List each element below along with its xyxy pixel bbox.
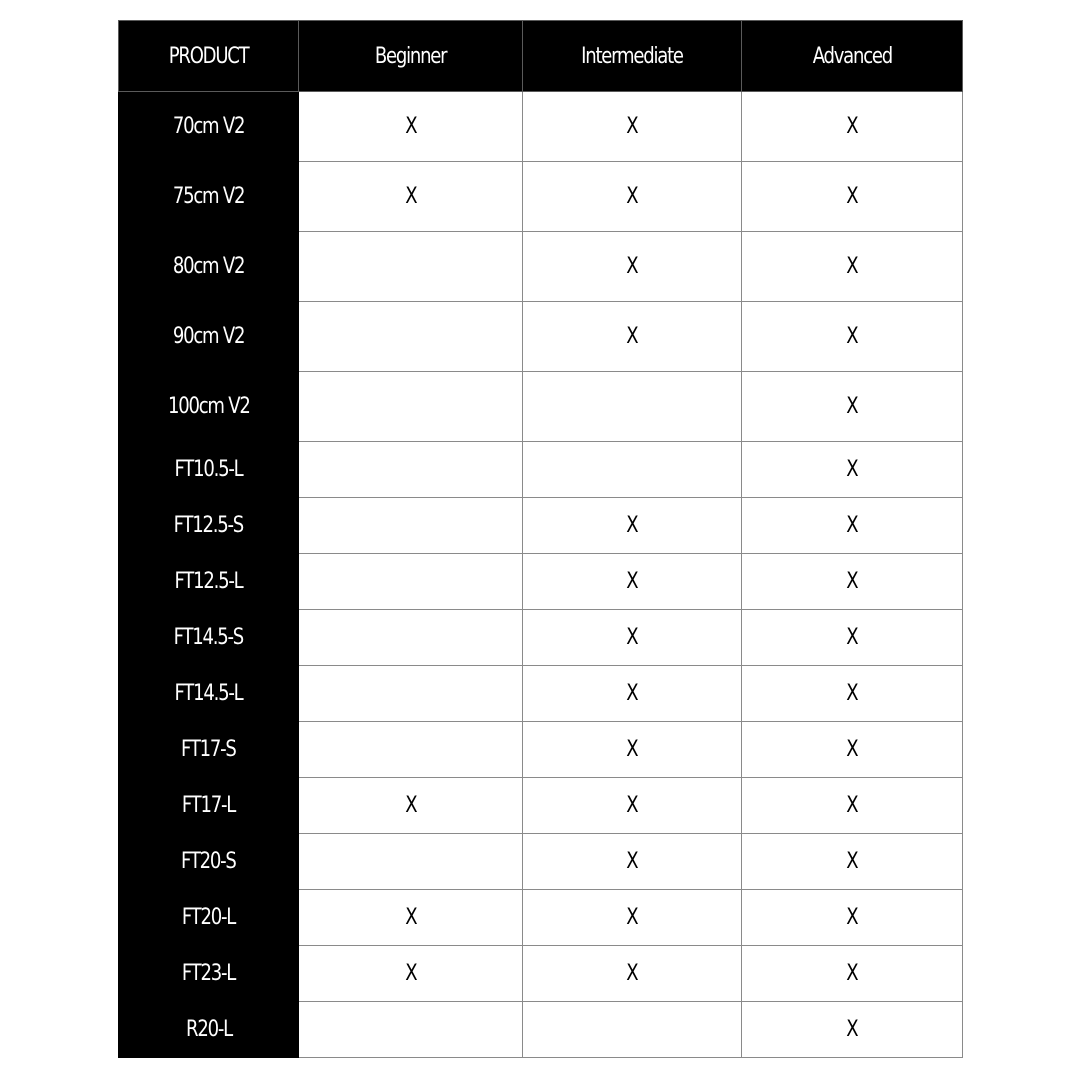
intermediate-mark: X [626,737,638,762]
beginner-mark: X [404,184,417,209]
intermediate-mark: X [626,905,638,930]
product-name: FT23-L [181,961,236,986]
advanced-cell [742,778,963,834]
header-product [119,21,299,92]
advanced-cell [742,372,963,442]
product-cell [119,162,299,232]
product-name: FT14.5-L [174,681,243,706]
advanced-cell [742,890,963,946]
beginner-cell [299,890,523,946]
advanced-mark: X [846,114,858,139]
advanced-mark: X [846,513,858,538]
advanced-cell [742,232,963,302]
beginner-cell [299,666,523,722]
intermediate-mark: X [626,513,638,538]
beginner-cell [299,610,523,666]
header-row [119,21,963,92]
product-cell [119,442,299,498]
intermediate-cell [523,834,742,890]
advanced-mark: X [846,849,858,874]
intermediate-mark: X [626,114,638,139]
beginner-mark: X [404,114,417,139]
beginner-cell [299,722,523,778]
product-cell [119,232,299,302]
table-row [119,834,963,890]
product-level-table [118,20,963,1058]
intermediate-mark: X [626,849,638,874]
table-row [119,498,963,554]
table-row [119,302,963,372]
advanced-mark: X [846,737,858,762]
table-row [119,666,963,722]
product-name: FT20-S [181,849,236,874]
product-cell [119,372,299,442]
intermediate-cell [523,162,742,232]
advanced-cell [742,666,963,722]
advanced-cell [742,1002,963,1058]
product-cell [119,722,299,778]
advanced-cell [742,498,963,554]
table-header [119,21,963,92]
product-cell [119,554,299,610]
header-intermediate [523,21,742,92]
table-row [119,1002,963,1058]
product-name: FT20-L [181,905,236,930]
intermediate-cell [523,302,742,372]
table-row [119,372,963,442]
intermediate-cell [523,372,742,442]
beginner-cell [299,554,523,610]
product-name: 75cm V2 [172,184,245,209]
table-body [119,92,963,1058]
header-product-label: PRODUCT [168,43,249,69]
advanced-cell [742,302,963,372]
intermediate-mark: X [626,254,638,279]
table-row [119,232,963,302]
table-row [119,442,963,498]
beginner-mark: X [404,793,417,818]
intermediate-mark: X [626,569,638,594]
product-cell [119,610,299,666]
advanced-cell [742,834,963,890]
product-name: FT12.5-S [173,513,244,538]
product-cell [119,666,299,722]
product-cell [119,834,299,890]
table-row [119,554,963,610]
intermediate-cell [523,778,742,834]
advanced-mark: X [846,569,858,594]
intermediate-cell [523,92,742,162]
beginner-cell [299,834,523,890]
product-name: FT10.5-L [174,457,243,482]
intermediate-mark: X [626,625,638,650]
beginner-cell [299,372,523,442]
product-name: R20-L [185,1017,232,1042]
product-name: 80cm V2 [172,254,245,279]
beginner-cell [299,778,523,834]
beginner-cell [299,232,523,302]
advanced-cell [742,722,963,778]
header-beginner-label: Beginner [374,43,447,69]
product-cell [119,1002,299,1058]
intermediate-cell [523,554,742,610]
header-advanced-label: Advanced [812,43,892,69]
table-row [119,92,963,162]
beginner-cell [299,946,523,1002]
table-row [119,778,963,834]
intermediate-mark: X [626,961,638,986]
product-name: 90cm V2 [172,324,245,349]
intermediate-cell [523,890,742,946]
intermediate-cell [523,232,742,302]
advanced-mark: X [846,905,858,930]
advanced-mark: X [846,681,858,706]
header-advanced [742,21,963,92]
product-name: FT14.5-S [173,625,244,650]
table-row [119,162,963,232]
advanced-cell [742,610,963,666]
table-row [119,610,963,666]
intermediate-cell [523,946,742,1002]
beginner-mark: X [404,961,417,986]
advanced-cell [742,162,963,232]
product-cell [119,92,299,162]
beginner-cell [299,498,523,554]
beginner-mark: X [404,905,417,930]
beginner-cell [299,162,523,232]
header-intermediate-label: Intermediate [581,43,683,69]
intermediate-cell [523,722,742,778]
beginner-cell [299,1002,523,1058]
beginner-cell [299,302,523,372]
intermediate-mark: X [626,324,638,349]
intermediate-cell [523,498,742,554]
table-row [119,946,963,1002]
product-cell [119,498,299,554]
intermediate-mark: X [626,681,638,706]
intermediate-mark: X [626,184,638,209]
product-name: FT12.5-L [174,569,243,594]
product-name: 100cm V2 [167,394,250,419]
advanced-cell [742,554,963,610]
intermediate-cell [523,666,742,722]
product-name: 70cm V2 [172,114,245,139]
header-beginner [299,21,523,92]
table-row [119,890,963,946]
advanced-cell [742,946,963,1002]
intermediate-cell [523,442,742,498]
table-row [119,722,963,778]
advanced-mark: X [846,793,858,818]
advanced-mark: X [846,457,858,482]
product-cell [119,302,299,372]
advanced-mark: X [846,961,858,986]
product-cell [119,778,299,834]
intermediate-cell [523,610,742,666]
product-cell [119,946,299,1002]
advanced-mark: X [846,324,858,349]
intermediate-cell [523,1002,742,1058]
product-name: FT17-S [181,737,236,762]
product-name: FT17-L [181,793,236,818]
advanced-cell [742,92,963,162]
advanced-mark: X [846,184,858,209]
advanced-mark: X [846,394,858,419]
advanced-mark: X [846,625,858,650]
beginner-cell [299,92,523,162]
product-cell [119,890,299,946]
beginner-cell [299,442,523,498]
advanced-mark: X [846,254,858,279]
advanced-mark: X [846,1017,858,1042]
advanced-cell [742,442,963,498]
intermediate-mark: X [626,793,638,818]
